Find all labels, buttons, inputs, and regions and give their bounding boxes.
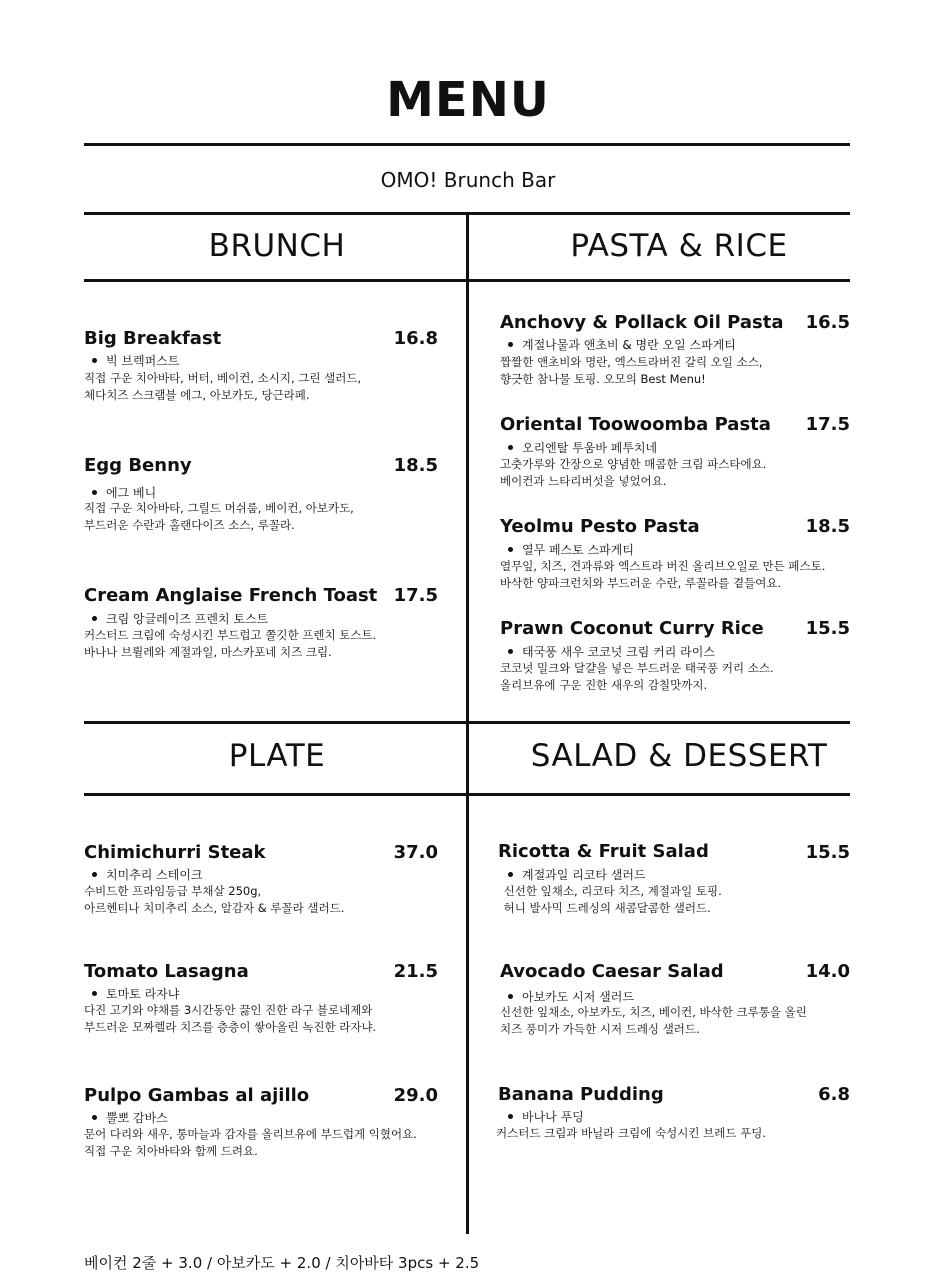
divider xyxy=(84,279,850,282)
bullet xyxy=(92,1115,97,1120)
item-price: 21.5 xyxy=(393,961,438,982)
item-price: 18.5 xyxy=(393,455,438,476)
bullet xyxy=(508,342,513,347)
item-korean-name: 바나나 푸딩 xyxy=(500,1108,584,1125)
item-name: Banana Pudding xyxy=(498,1084,664,1105)
item-korean-name: 크림 앙글레이즈 프렌치 토스트 xyxy=(84,610,268,627)
item-price: 29.0 xyxy=(393,1085,438,1106)
item-name: Yeolmu Pesto Pasta xyxy=(500,516,700,537)
item-name: Pulpo Gambas al ajillo xyxy=(84,1085,310,1106)
item-korean-name: 계절과일 리코타 샐러드 xyxy=(500,866,646,883)
item-name: Oriental Toowoomba Pasta xyxy=(500,414,771,435)
item-korean-name: 빅 브렉퍼스트 xyxy=(84,352,179,369)
item-price: 16.8 xyxy=(393,328,438,349)
item-korean-name: 계절나물과 앤초비 & 명란 오일 스파게티 xyxy=(500,336,736,353)
item-description: 짭짤한 앤초비와 명란, 엑스트라버진 갈릭 오일 소스, 향긋한 참나물 토핑. 오모의 Best Menu! xyxy=(500,355,763,386)
item-korean-name: 오리엔탈 투움바 페투치네 xyxy=(500,439,657,456)
item-korean-name: 아보카도 시저 샐러드 xyxy=(500,988,634,1005)
item-korean-name: 뿔뽀 감바스 xyxy=(84,1109,168,1126)
item-description: 코코넛 밀크와 달걀을 넣은 부드러운 태국풍 커리 소스. 올리브유에 구운 진한 새우의 감칠맛까지. xyxy=(500,661,774,692)
addons-note: 베이컨 2줄 + 3.0 / 아보카도 + 2.0 / 치아바타 3pcs + 2.5 xyxy=(84,1254,480,1272)
item-name: Chimichurri Steak xyxy=(84,842,266,863)
item-price: 37.0 xyxy=(393,842,438,863)
item-description: 다진 고기와 야채를 3시간동안 끓인 진한 라구 블로네제와 부드러운 모짜렐라 치즈를 층층이 쌓아올린 녹진한 라자냐. xyxy=(84,1003,377,1034)
item-description: 고춧가루와 간장으로 양념한 매콤한 크림 파스타에요. 베이컨과 느타리버섯을 넣었어요. xyxy=(500,457,767,488)
divider xyxy=(84,721,850,724)
item-price: 6.8 xyxy=(818,1084,850,1105)
item-name: Anchovy & Pollack Oil Pasta xyxy=(500,312,784,333)
bullet xyxy=(508,649,513,654)
divider xyxy=(84,143,850,146)
section-title-brunch: BRUNCH xyxy=(208,228,346,264)
item-description: 신선한 잎채소, 아보카도, 치즈, 베이컨, 바삭한 크루통을 올린 치즈 풍미가 가득한 시저 드레싱 샐러드. xyxy=(500,1005,807,1036)
item-korean-name: 에그 베니 xyxy=(84,484,156,501)
item-description: 열무잎, 치즈, 견과류와 엑스트라 버진 올리브오일로 만든 페스토. 바삭한 양파크런치와 부드러운 수란, 루꼴라를 곁들여요. xyxy=(500,559,826,590)
item-description: 커스터드 크림에 숙성시킨 부드럽고 쫄깃한 프렌치 토스트. 바나나 브륄레와 계절과일, 마스카포네 치즈 크림. xyxy=(84,628,377,659)
item-price: 15.5 xyxy=(805,842,850,863)
bullet xyxy=(508,994,513,999)
item-korean-name: 태국풍 새우 코코넛 크림 커리 라이스 xyxy=(500,643,715,660)
item-name: Avocado Caesar Salad xyxy=(500,961,724,982)
divider xyxy=(84,793,850,796)
item-name: Tomato Lasagna xyxy=(84,961,249,982)
section-title-salad-dessert: SALAD & DESSERT xyxy=(530,738,828,774)
item-name: Big Breakfast xyxy=(84,328,222,349)
bullet xyxy=(508,1114,513,1119)
item-description: 수비드한 프라임등급 부채살 250g, 아르헨티나 치미추리 소스, 알감자 & 루꼴라 샐러드. xyxy=(84,884,345,915)
bullet xyxy=(92,490,97,495)
column-divider xyxy=(466,214,469,1234)
item-korean-name: 열무 페스토 스파게티 xyxy=(500,541,634,558)
item-price: 15.5 xyxy=(805,618,850,639)
bullet xyxy=(92,616,97,621)
bullet xyxy=(92,358,97,363)
item-description: 직접 구운 치아바타, 그릴드 머쉬룸, 베이컨, 아보카도, 부드러운 수란과 홀랜다이즈 소스, 루꼴라. xyxy=(84,501,354,532)
bullet xyxy=(508,547,513,552)
item-price: 18.5 xyxy=(805,516,850,537)
section-title-pasta-rice: PASTA & RICE xyxy=(570,228,788,264)
item-price: 16.5 xyxy=(805,312,850,333)
item-description: 커스터드 크림과 바닐라 크림에 숙성시킨 브레드 푸딩. xyxy=(496,1126,766,1140)
item-description: 신선한 잎채소, 리코타 치즈, 계절과일 토핑. 허니 발사믹 드레싱의 새콤달콤한 샐러드. xyxy=(503,884,722,915)
item-name: Prawn Coconut Curry Rice xyxy=(500,618,764,639)
item-price: 17.5 xyxy=(805,414,850,435)
bullet xyxy=(508,872,513,877)
bullet xyxy=(92,991,97,996)
bullet xyxy=(92,872,97,877)
section-title-plate: PLATE xyxy=(228,738,326,774)
item-korean-name: 토마토 라자냐 xyxy=(84,985,179,1002)
item-name: Cream Anglaise French Toast xyxy=(84,585,378,606)
item-description: 직접 구운 치아바타, 버터, 베이컨, 소시지, 그린 샐러드, 체다치즈 스크램블 에그, 아보카도, 당근라페. xyxy=(84,371,362,402)
page-title: MENU xyxy=(386,72,550,128)
item-name: Egg Benny xyxy=(84,455,192,476)
item-korean-name: 치미추리 스테이크 xyxy=(84,866,203,883)
bullet xyxy=(508,445,513,450)
item-price: 17.5 xyxy=(393,585,438,606)
item-price: 14.0 xyxy=(805,961,850,982)
item-description: 문어 다리와 새우, 통마늘과 감자를 올리브유에 부드럽게 익혔어요. 직접 구운 치아바타와 함께 드려요. xyxy=(84,1127,417,1158)
item-name: Ricotta & Fruit Salad xyxy=(498,841,709,862)
restaurant-name: OMO! Brunch Bar xyxy=(380,168,556,192)
